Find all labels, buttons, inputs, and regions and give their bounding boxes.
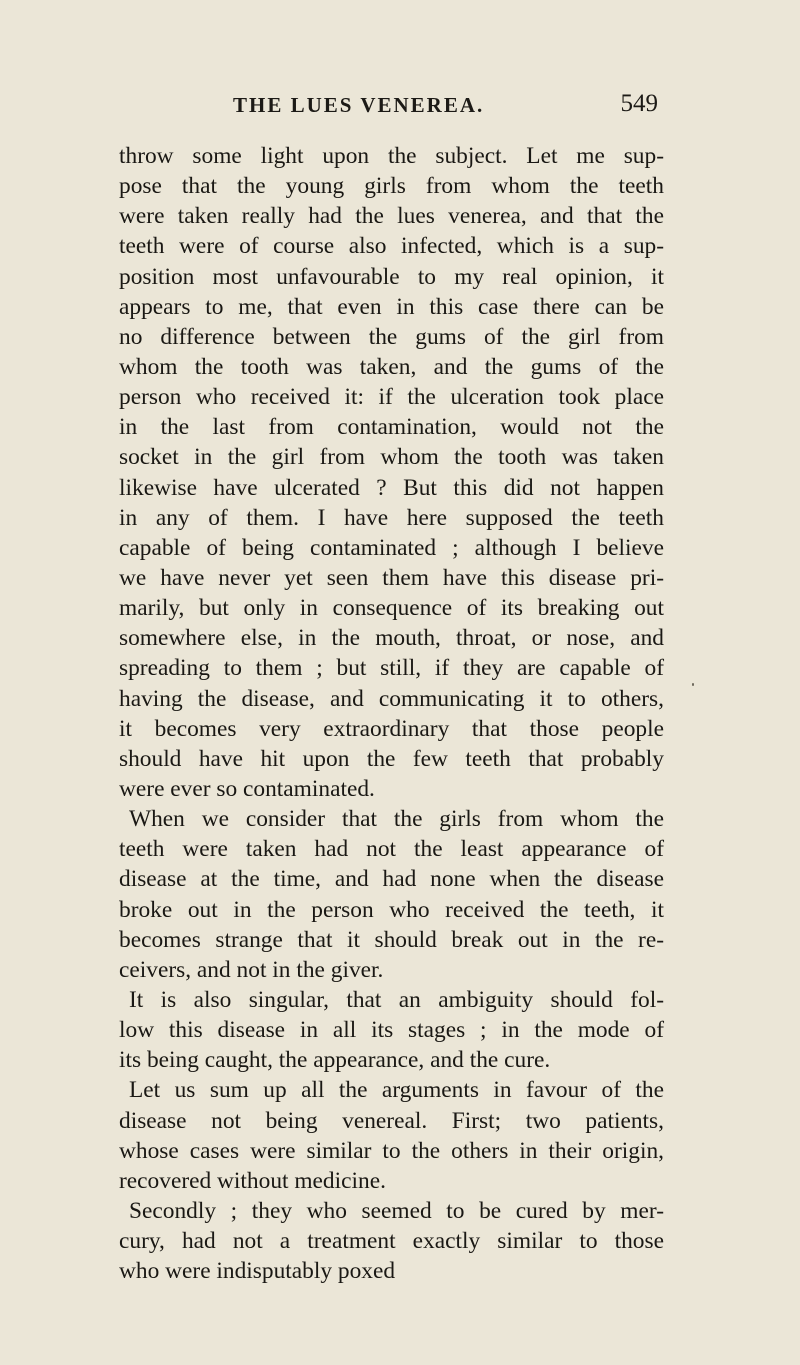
text-line: It is also singular, that an ambiguity should fol- (129, 986, 664, 1013)
text-line: should have hit upon the few teeth that probably (119, 745, 664, 772)
body-text (119, 141, 664, 1286)
text-line: broke out in the person who received the teeth, it (119, 896, 664, 923)
text-line: Secondly ; they who seemed to be cured by mer- (129, 1197, 664, 1224)
running-head (120, 90, 660, 125)
text-line: person who received it: if the ulceration took place (119, 384, 664, 411)
text-line: spreading to them ; but still, if they are capable of (119, 655, 664, 682)
text-line: teeth were taken had not the least appearance of (119, 836, 664, 863)
text-line: likewise have ulcerated ? But this did not happen (119, 474, 664, 501)
text-line: low this disease in all its stages ; in the mode of (119, 1017, 664, 1044)
text-line: capable of being contaminated ; although I believe (119, 534, 664, 561)
text-line: ceivers, and not in the giver. (119, 956, 384, 983)
text-line: teeth were of course also infected, which is a sup- (119, 233, 664, 260)
text-line: disease at the time, and had none when the disease (119, 866, 664, 893)
margin-ink-speck (692, 683, 694, 686)
page-number: 549 (620, 90, 658, 117)
text-line: we have never yet seen them have this disease pri- (119, 564, 664, 591)
text-line: somewhere else, in the mouth, throat, or nose, and (119, 625, 664, 652)
text-line: whose cases were similar to the others in their origin, (119, 1137, 664, 1164)
text-line: marily, but only in consequence of its breaking out (119, 595, 664, 622)
text-line: cury, had not a treatment exactly similar to those (119, 1228, 664, 1255)
text-line: recovered without medicine. (119, 1167, 386, 1194)
text-line: pose that the young girls from whom the teeth (119, 173, 664, 200)
text-line: throw some light upon the subject. Let me sup- (119, 143, 664, 169)
text-line: position most unfavourable to my real opinion, it (119, 263, 664, 290)
text-line: whom the tooth was taken, and the gums of the (119, 353, 664, 380)
text-line: who were indisputably poxed (119, 1258, 396, 1285)
text-line: in any of them. I have here supposed the teeth (119, 504, 664, 531)
text-line: having the disease, and communicating it to others, (119, 685, 664, 712)
text-line: Let us sum up all the arguments in favour of the (129, 1077, 664, 1104)
text-line: When we consider that the girls from whom the (129, 806, 664, 833)
text-line: were ever so contaminated. (119, 775, 375, 802)
text-line: it becomes very extraordinary that those people (119, 715, 664, 742)
text-line: no difference between the gums of the girl from (119, 323, 664, 350)
text-line: disease not being venereal. First; two patients, (119, 1107, 664, 1134)
text-line: becomes strange that it should break out in the re- (119, 926, 664, 953)
text-line: in the last from contamination, would not the (119, 414, 664, 441)
running-title: THE LUES VENEREA. (233, 93, 485, 117)
text-line: appears to me, that even in this case there can be (119, 293, 664, 320)
text-line: its being caught, the appearance, and the cure. (119, 1047, 551, 1074)
text-line: socket in the girl from whom the tooth was taken (119, 444, 664, 471)
text-line: were taken really had the lues venerea, and that the (119, 203, 664, 230)
